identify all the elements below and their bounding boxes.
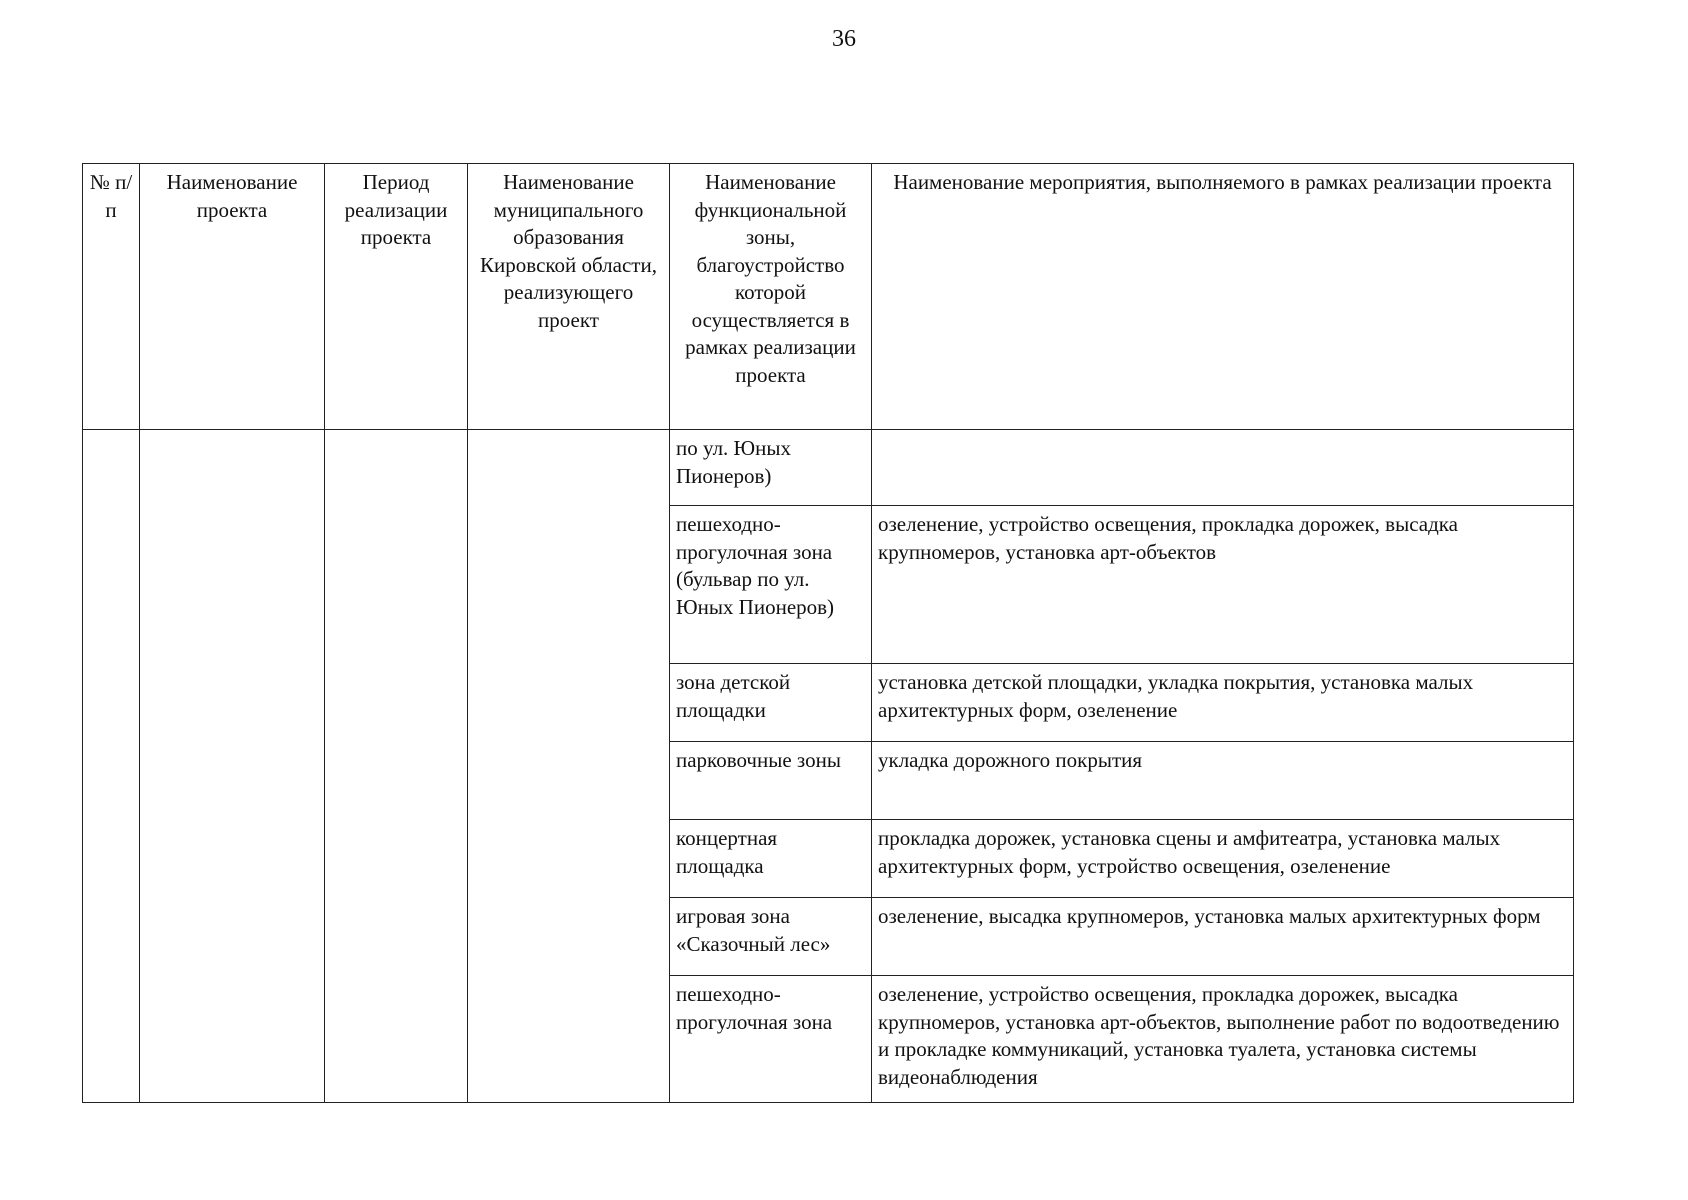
cell-zone: парковочные зоны	[670, 742, 872, 820]
cell-period-empty	[325, 430, 468, 1103]
page-number: 36	[832, 26, 856, 52]
cell-activity: укладка дорожного покрытия	[872, 742, 1574, 820]
projects-table	[82, 163, 1574, 1103]
cell-zone: зона детской площадки	[670, 664, 872, 742]
header-project-name: Наименование проекта	[140, 164, 325, 430]
header-period: Период реализации проекта	[325, 164, 468, 430]
table-header-row	[83, 164, 1574, 430]
cell-activity	[872, 430, 1574, 506]
cell-activity: установка детской площадки, укладка покрытия, установка малых архитектурных форм, озеленение	[872, 664, 1574, 742]
header-number: № п/п	[83, 164, 140, 430]
header-municipality: Наименование муниципального образования Кировской области, реализующего проект	[468, 164, 670, 430]
cell-zone: пешеходно-прогулочная зона (бульвар по ул. Юных Пионеров)	[670, 506, 872, 664]
cell-project-name-empty	[140, 430, 325, 1103]
header-activity: Наименование мероприятия, выполняемого в рамках реализации проекта	[872, 164, 1574, 430]
cell-municipality-empty	[468, 430, 670, 1103]
cell-zone: пешеходно-прогулочная зона	[670, 976, 872, 1103]
cell-activity: озеленение, высадка крупномеров, установка малых архитектурных форм	[872, 898, 1574, 976]
table-row	[83, 430, 1574, 506]
cell-activity: озеленение, устройство освещения, прокладка дорожек, высадка крупномеров, установка арт-объектов	[872, 506, 1574, 664]
header-functional-zone: Наименование функциональной зоны, благоустройство которой осуществляется в рамках реализации проекта	[670, 164, 872, 430]
cell-zone: концертная площадка	[670, 820, 872, 898]
cell-number-empty	[83, 430, 140, 1103]
cell-activity: прокладка дорожек, установка сцены и амфитеатра, установка малых архитектурных форм, устройство освещения, озеленение	[872, 820, 1574, 898]
cell-zone: по ул. Юных Пионеров)	[670, 430, 872, 506]
cell-zone: игровая зона «Сказочный лес»	[670, 898, 872, 976]
cell-activity: озеленение, устройство освещения, прокладка дорожек, высадка крупномеров, установка арт-объектов, выполнение работ по водоотведению и прокладке коммуникаций, установка туалета, установка системы видеонаблюдения	[872, 976, 1574, 1103]
